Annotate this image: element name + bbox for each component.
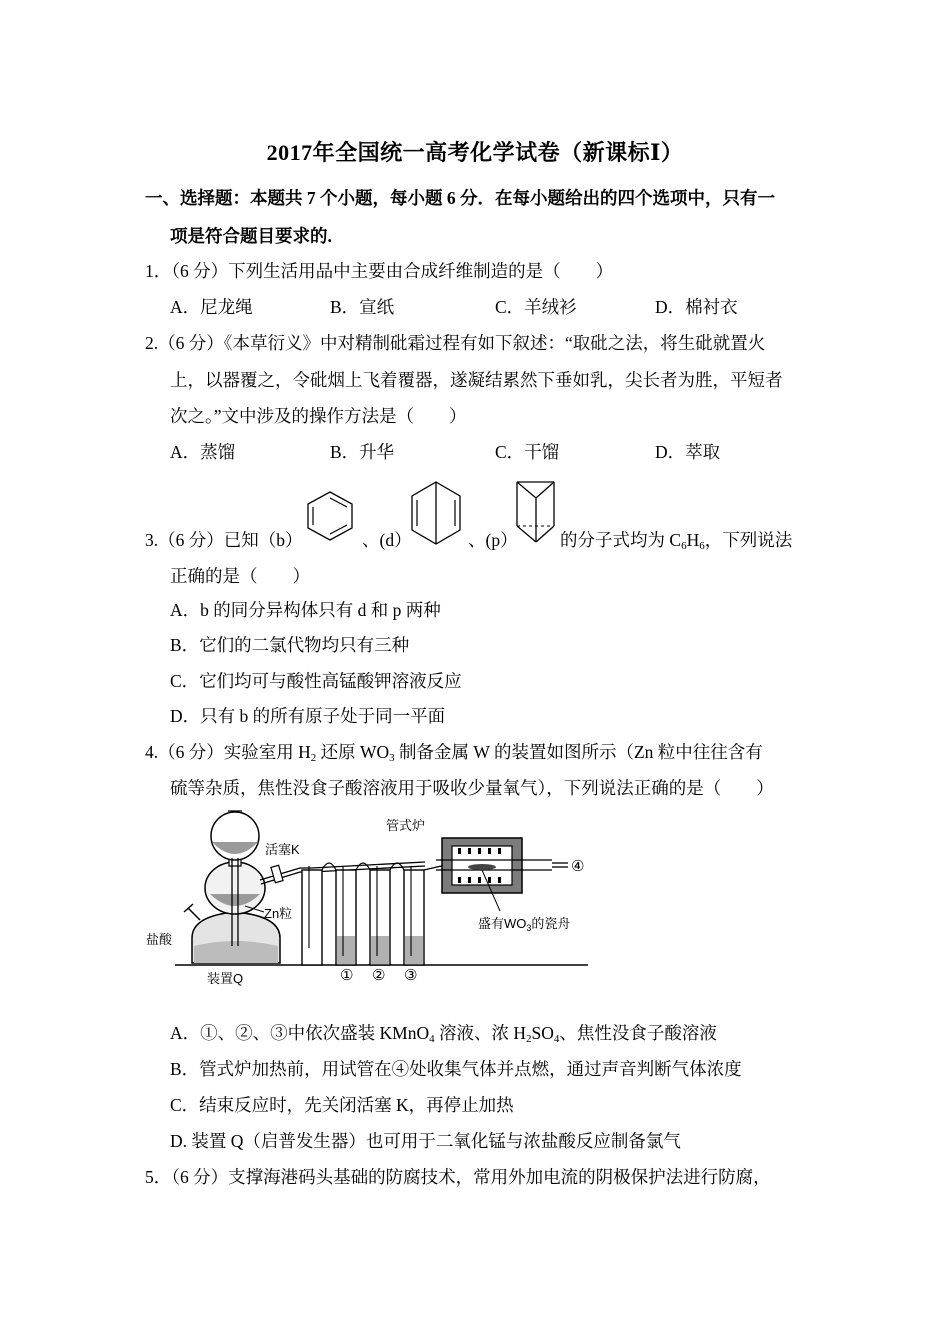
q2-line2: 上，以器覆之，令砒烟上飞着覆器，遂凝结累然下垂如乳，尖长者为胜，平短者	[170, 370, 783, 390]
q4-line1: 4.（6 分）实验室用 $H_2$ 还原 $WO_3$ 制备金属 W 的装置如图所示（Zn 粒中往往含有	[145, 742, 763, 764]
q3-line2: 正确的是（ ）	[170, 566, 310, 586]
q4-option-c: C．结束反应时，先关闭活塞 K，再停止加热	[170, 1095, 514, 1115]
figure-label-furnace: 管式炉	[386, 818, 426, 833]
q4-option-d: D. 装置 Q（启普发生器）也可用于二氧化锰与浓盐酸反应制备氯气	[170, 1131, 681, 1151]
section-heading-line2: 项是符合题目要求的.	[170, 226, 332, 246]
q1-option-b: B．宣纸	[330, 297, 395, 317]
q4-option-b: B．管式炉加热前，用试管在④处收集气体并点燃，通过声音判断气体浓度	[170, 1059, 742, 1079]
exam-title: 2017年全国统一高考化学试卷（新课标Ⅰ）	[266, 140, 684, 165]
figure-label-bottle-1: ①	[340, 967, 354, 984]
q2-option-c: C．干馏	[495, 442, 560, 462]
q1-option-c: C．羊绒衫	[495, 297, 577, 317]
q3-option-d: D．只有 b 的所有原子处于同一平面	[170, 706, 446, 726]
q2-line3: 次之。”文中涉及的操作方法是（ ）	[170, 406, 467, 426]
figure-label-zn: Zn粒	[264, 906, 293, 921]
q2-option-b: B．升华	[330, 442, 395, 462]
figure-label-boat: 盛有$WO_3$的瓷舟	[478, 916, 571, 933]
q4-option-a: A．①、②、③中依次盛装 KMnO$_4$ 溶液、浓 $H_2SO_4$、焦性没食子酸溶液	[170, 1023, 717, 1045]
q4-line2: 硫等杂质，焦性没食子酸溶液用于吸收少量氧气），下列说法正确的是（ ）	[170, 778, 774, 798]
dewar-benzene-structure-icon	[406, 478, 468, 550]
q2-option-d: D．萃取	[655, 442, 721, 462]
q5-line1: 5．（6 分）支撑海港码头基础的防腐技术，常用外加电流的阴极保护法进行防腐，	[145, 1167, 771, 1187]
q1-stem: 1．（6 分）下列生活用品中主要由合成纤维制造的是（ ）	[145, 261, 614, 281]
q3-option-a: A．b 的同分异构体只有 d 和 p 两种	[170, 600, 441, 620]
q2-option-a: A．蒸馏	[170, 442, 236, 462]
benzene-structure-icon	[300, 486, 362, 546]
q3-option-b: B．它们的二氯代物均只有三种	[170, 635, 410, 655]
figure-label-stopcock: 活塞K	[265, 842, 300, 857]
q2-line1: 2.（6 分）《本草衍义》中对精制砒霜过程有如下叙述：“取砒之法，将生砒就置火	[145, 333, 766, 353]
figure-label-kipp: 装置Q	[207, 971, 244, 986]
q3-prefix: 3.（6 分）已知（b）	[145, 530, 303, 550]
q4-apparatus-figure	[140, 808, 600, 990]
q3-option-c: C．它们均可与酸性高锰酸钾溶液反应	[170, 671, 462, 691]
figure-label-bottle-2: ②	[372, 967, 386, 984]
q1-option-a: A．尼龙绳	[170, 297, 253, 317]
figure-label-outlet-4: ④	[571, 858, 585, 875]
prismane-structure-icon	[512, 478, 560, 550]
q3-sep-d: 、(d）	[362, 530, 412, 550]
q3-sep-p: 、(p）	[468, 530, 518, 550]
q1-option-d: D．棉衬衣	[655, 297, 738, 317]
section-heading-line1: 一、选择题：本题共 7 个小题，每小题 6 分．在每小题给出的四个选项中，只有一	[145, 188, 775, 208]
figure-label-bottle-3: ③	[404, 967, 418, 984]
figure-label-acid: 盐酸	[146, 932, 173, 947]
q3-suffix: 的分子式均为 $C_6H_6$，下列说法	[560, 530, 793, 552]
